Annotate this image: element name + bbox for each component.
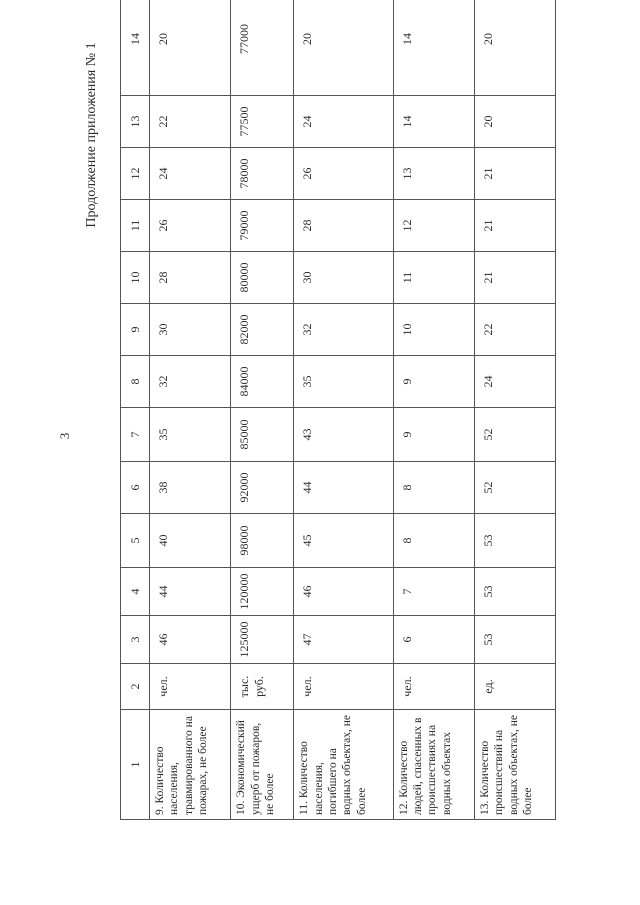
value-cell: 26 bbox=[150, 200, 231, 252]
value-cell: 44 bbox=[294, 462, 393, 514]
value-cell: 80000 bbox=[231, 252, 294, 304]
unit-cell: чел. bbox=[294, 664, 393, 710]
value-cell: 14 bbox=[393, 0, 474, 96]
column-header-7: 7 bbox=[121, 408, 150, 462]
page-number: 3 bbox=[57, 432, 72, 440]
value-cell: 8 bbox=[393, 462, 474, 514]
value-cell: 78000 bbox=[231, 148, 294, 200]
unit-cell: тыс. руб. bbox=[231, 664, 294, 710]
column-header-5: 5 bbox=[121, 514, 150, 568]
value-cell: 21 bbox=[474, 148, 555, 200]
value-cell: 43 bbox=[294, 408, 393, 462]
indicators-table-wrapper bbox=[120, 24, 556, 820]
column-header-2: 2 bbox=[121, 664, 150, 710]
table-row bbox=[294, 0, 393, 820]
value-cell: 20 bbox=[474, 96, 555, 148]
value-cell: 53 bbox=[474, 514, 555, 568]
column-header-8: 8 bbox=[121, 356, 150, 408]
value-cell: 7 bbox=[393, 568, 474, 616]
value-cell: 24 bbox=[294, 96, 393, 148]
table-row bbox=[231, 0, 294, 820]
indicator-label: 10. Экономический ущерб от пожаров, не более bbox=[231, 710, 294, 820]
unit-cell: ед. bbox=[474, 664, 555, 710]
column-header-10: 10 bbox=[121, 252, 150, 304]
value-cell: 77000 bbox=[231, 0, 294, 96]
indicator-label: 13. Количество происшествий на водных объектах, не более bbox=[474, 710, 555, 820]
value-cell: 53 bbox=[474, 616, 555, 664]
value-cell: 9 bbox=[393, 408, 474, 462]
column-header-3: 3 bbox=[121, 616, 150, 664]
value-cell: 21 bbox=[474, 252, 555, 304]
value-cell: 120000 bbox=[231, 568, 294, 616]
value-cell: 14 bbox=[393, 96, 474, 148]
indicator-label: 12. Количество людей, спасенных в происшествиях на водных объектах bbox=[393, 710, 474, 820]
value-cell: 24 bbox=[474, 356, 555, 408]
value-cell: 44 bbox=[150, 568, 231, 616]
value-cell: 12 bbox=[393, 200, 474, 252]
unit-cell: чел. bbox=[393, 664, 474, 710]
value-cell: 11 bbox=[393, 252, 474, 304]
table-row bbox=[393, 0, 474, 820]
value-cell: 38 bbox=[150, 462, 231, 514]
value-cell: 13 bbox=[393, 148, 474, 200]
value-cell: 30 bbox=[150, 304, 231, 356]
value-cell: 79000 bbox=[231, 200, 294, 252]
column-header-11: 11 bbox=[121, 200, 150, 252]
indicator-label: 11. Количество населения, погибшего на водных объектах, не более bbox=[294, 710, 393, 820]
appendix-title: Продолжение приложения № 1 bbox=[84, 42, 99, 228]
indicators-table bbox=[120, 0, 556, 820]
value-cell: 22 bbox=[474, 304, 555, 356]
value-cell: 9 bbox=[393, 356, 474, 408]
value-cell: 22 bbox=[150, 96, 231, 148]
value-cell: 20 bbox=[474, 0, 555, 96]
value-cell: 8 bbox=[393, 514, 474, 568]
value-cell: 84000 bbox=[231, 356, 294, 408]
unit-cell: чел. bbox=[150, 664, 231, 710]
value-cell: 52 bbox=[474, 408, 555, 462]
column-header-14: 14 bbox=[121, 0, 150, 96]
column-header-13: 13 bbox=[121, 96, 150, 148]
column-header-1: 1 bbox=[121, 710, 150, 820]
value-cell: 125000 bbox=[231, 616, 294, 664]
value-cell: 52 bbox=[474, 462, 555, 514]
value-cell: 20 bbox=[150, 0, 231, 96]
value-cell: 53 bbox=[474, 568, 555, 616]
value-cell: 28 bbox=[150, 252, 231, 304]
value-cell: 6 bbox=[393, 616, 474, 664]
value-cell: 40 bbox=[150, 514, 231, 568]
value-cell: 98000 bbox=[231, 514, 294, 568]
column-header-6: 6 bbox=[121, 462, 150, 514]
table-row bbox=[150, 0, 231, 820]
header-row bbox=[121, 0, 150, 820]
table-body bbox=[150, 0, 556, 820]
value-cell: 28 bbox=[294, 200, 393, 252]
table-row bbox=[474, 0, 555, 820]
value-cell: 92000 bbox=[231, 462, 294, 514]
column-header-9: 9 bbox=[121, 304, 150, 356]
value-cell: 26 bbox=[294, 148, 393, 200]
value-cell: 47 bbox=[294, 616, 393, 664]
value-cell: 24 bbox=[150, 148, 231, 200]
value-cell: 45 bbox=[294, 514, 393, 568]
column-header-4: 4 bbox=[121, 568, 150, 616]
value-cell: 77500 bbox=[231, 96, 294, 148]
indicator-label: 9. Количество населения, травмированного на пожарах, не более bbox=[150, 710, 231, 820]
value-cell: 30 bbox=[294, 252, 393, 304]
value-cell: 82000 bbox=[231, 304, 294, 356]
value-cell: 20 bbox=[294, 0, 393, 96]
value-cell: 21 bbox=[474, 200, 555, 252]
value-cell: 85000 bbox=[231, 408, 294, 462]
value-cell: 32 bbox=[294, 304, 393, 356]
column-header-12: 12 bbox=[121, 148, 150, 200]
value-cell: 46 bbox=[150, 616, 231, 664]
value-cell: 32 bbox=[150, 356, 231, 408]
value-cell: 46 bbox=[294, 568, 393, 616]
value-cell: 10 bbox=[393, 304, 474, 356]
value-cell: 35 bbox=[294, 356, 393, 408]
value-cell: 35 bbox=[150, 408, 231, 462]
